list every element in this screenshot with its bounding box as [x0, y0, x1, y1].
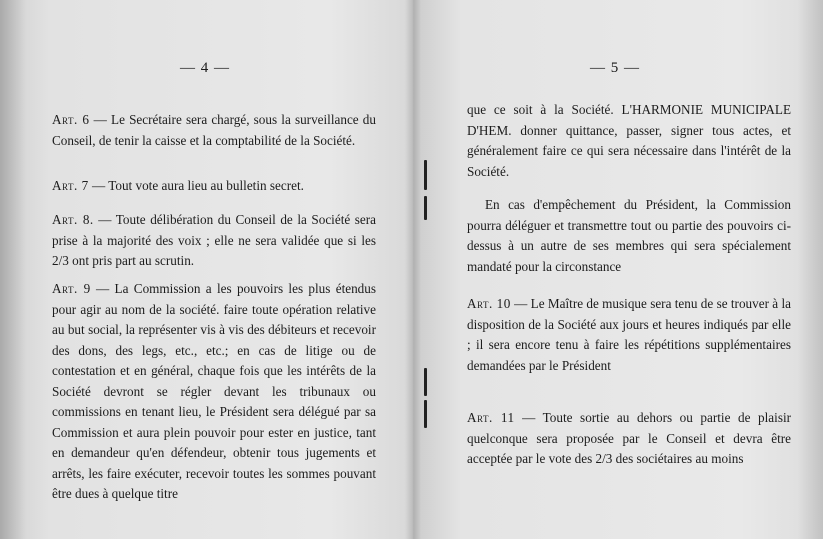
article-8	[52, 210, 376, 272]
article-7-label: Art. 7	[52, 178, 89, 193]
article-9-text: — La Commission a les pouvoirs les plus étendus pour agir au nom de la société. faire toute opération relative au but social, la représenter vis à vis des débiteurs et recevoir des dons, des legs, etc., etc.; en cas de litige ou de contestation et en général, chaque fois que les intérêts de la Société devront se régler devant les tribunaux ou commissions en tenant lieu, le Président sera délégué par sa Commission et aura plein pouvoir pour ester en justice, tant en demandeur qu'en défendeur, obtenir tous jugements et arrêts, les faire exécuter, recevoir toutes les sommes pouvant être dues à quelque titre	[52, 281, 376, 501]
right-page	[412, 0, 823, 539]
article-6-text: — Le Secrétaire sera chargé, sous la surveillance du Conseil, de tenir la caisse et la comptabilité de la Société.	[52, 112, 376, 148]
article-8-text: — Toute délibération du Conseil de la Société sera prise à la majorité des voix ; elle ne sera validée que si les 2/3 ont pris part au scrutin.	[52, 212, 377, 268]
article-7-text: — Tout vote aura lieu au bulletin secret.	[88, 178, 304, 193]
page-number-left: — 4 —	[180, 60, 230, 76]
article-9-second-paragraph-text: En cas d'empêchement du Président, la Commission pourra déléguer et transmettre tout ou partie des pouvoirs ci-dessus à un autre de ses membres qui sera spécialement mandaté pour la circonstance	[467, 197, 791, 274]
article-10	[467, 294, 791, 376]
page-number-right: — 5 —	[590, 60, 640, 76]
article-11-text: — Toute sortie au dehors ou partie de plaisir quelconque sera proposée par le Conseil et devra être acceptée par le vote des 2/3 des sociétaires au moins	[467, 410, 792, 466]
article-7	[52, 176, 376, 197]
article-11	[467, 408, 791, 470]
article-8-label: Art. 8.	[52, 212, 94, 227]
article-9	[52, 279, 376, 505]
article-9-continuation: que ce soit à la Société. L'HARMONIE MUNICIPALE D'HEM. donner quittance, passer, signer tous actes, et généralement faire ce qui sera nécessaire dans l'intérêt de la Société.	[467, 102, 791, 179]
article-6-label: Art. 6	[52, 112, 90, 127]
article-9-second-paragraph	[467, 195, 791, 277]
article-10-label: Art. 10	[467, 296, 511, 311]
article-10-text: — Le Maître de musique sera tenu de se trouver à la disposition de la Société aux jours et heures indiqués par elle ; il sera encore tenu à faire les répétitions supplémentaires demandées par le Président	[467, 296, 792, 373]
article-9-label: Art. 9	[52, 281, 91, 296]
article-11-label: Art. 11	[467, 410, 515, 425]
article-6	[52, 110, 376, 151]
